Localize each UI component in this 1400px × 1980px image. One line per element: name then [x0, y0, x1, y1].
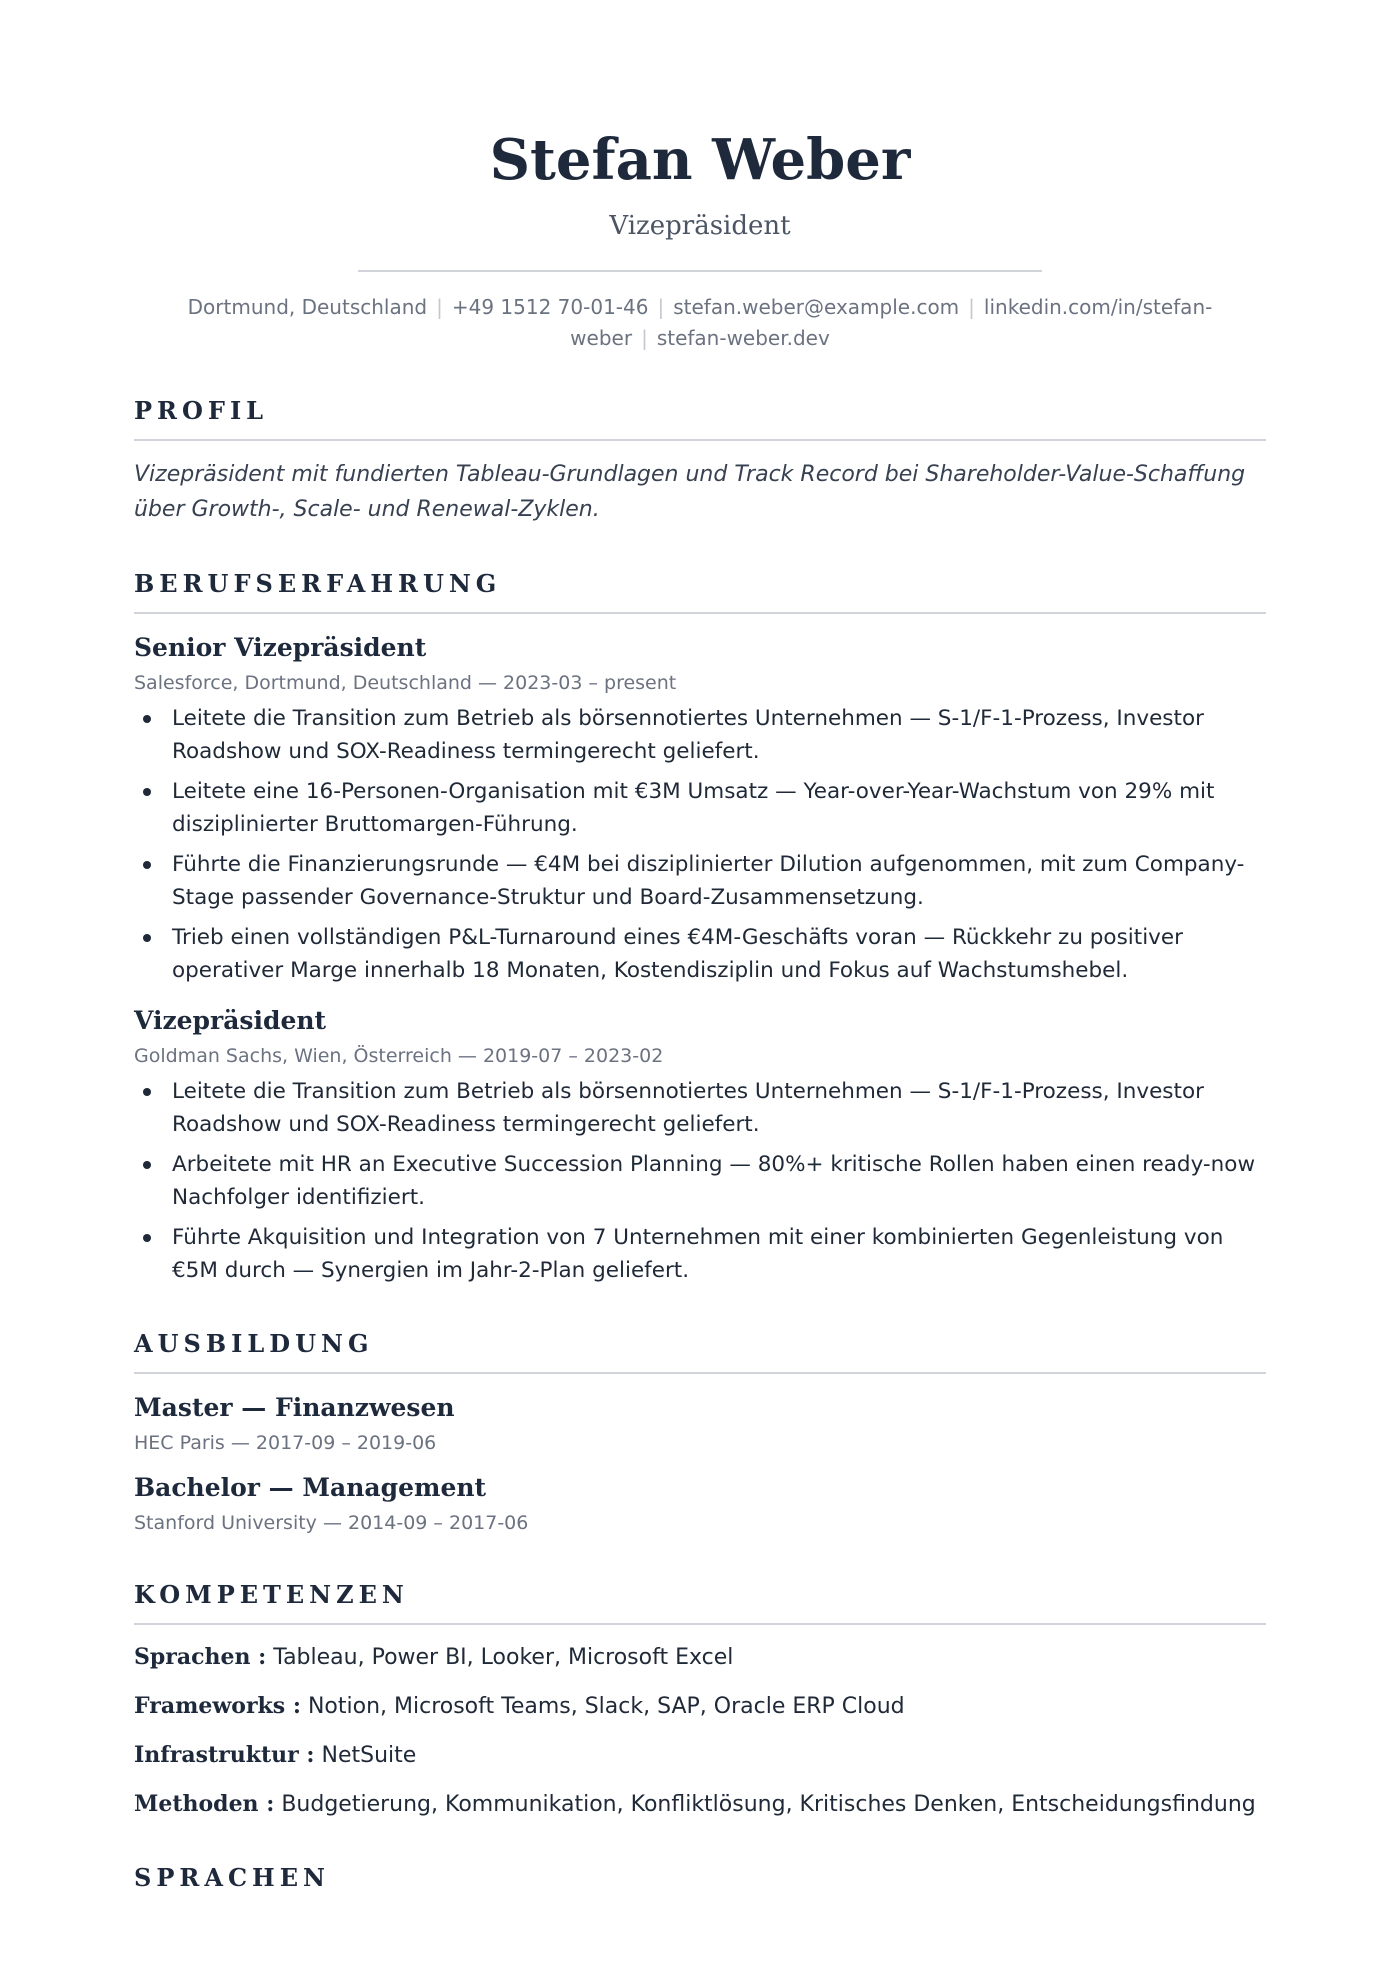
bullet-dot-icon — [143, 788, 151, 796]
job-bullet — [134, 921, 1266, 987]
job-entry — [134, 630, 1266, 987]
section-heading-profile: PROFIL — [134, 396, 269, 425]
section-heading-education: AUSBILDUNG — [134, 1329, 374, 1358]
job-bullet — [134, 1075, 1266, 1141]
job-meta: Salesforce, Dortmund, Deutschland — 2023-03 – present — [134, 672, 677, 694]
skill-value: NetSuite — [321, 1743, 417, 1768]
bullet-dot-icon — [143, 1088, 151, 1096]
job-meta: Goldman Sachs, Wien, Österreich — 2019-07 – 2023-02 — [134, 1045, 664, 1067]
section-heading-skills: KOMPETENZEN — [134, 1580, 409, 1609]
job-title: Vizepräsident — [134, 1006, 327, 1035]
contact-linkedin[interactable]: linkedin.com/in/stefan-weber — [570, 295, 1213, 350]
job-entry — [134, 1003, 1266, 1287]
skill-label: Frameworks : — [134, 1693, 301, 1719]
profile-summary: Vizepräsident mit fundierten Tableau-Grundlagen und Track Record bei Shareholder-Value-Schaffung über Growth-, Scale- und Renewal-Zyklen. — [134, 462, 1246, 522]
skill-label: Sprachen : — [134, 1644, 267, 1670]
candidate-name: Stefan Weber — [489, 127, 911, 193]
job-bullet-text: Leitete die Transition zum Betrieb als börsennotiertes Unternehmen — S-1/F-1-Prozess, Investor Roadshow und SOX-Readiness termingerecht geliefert. — [172, 1079, 1204, 1137]
section-divider — [134, 612, 1266, 614]
education-meta: HEC Paris — 2017-09 – 2019-06 — [134, 1432, 437, 1454]
job-bullets — [134, 702, 1266, 987]
bullet-dot-icon — [143, 934, 151, 942]
contact-location: Dortmund, Deutschland — [187, 295, 428, 319]
job-bullet-text: Leitete die Transition zum Betrieb als börsennotiertes Unternehmen — S-1/F-1-Prozess, Investor Roadshow und SOX-Readiness termingerecht geliefert. — [172, 706, 1204, 764]
job-bullet — [134, 1221, 1266, 1287]
job-title: Senior Vizepräsident — [134, 633, 427, 662]
contact-separator: | — [657, 295, 665, 319]
header-divider — [358, 270, 1042, 272]
skill-value: Tableau, Power BI, Looker, Microsoft Excel — [273, 1645, 734, 1670]
skills-section — [134, 1578, 1266, 1821]
bullet-dot-icon — [143, 861, 151, 869]
skill-value: Notion, Microsoft Teams, Slack, SAP, Oracle ERP Cloud — [307, 1694, 905, 1719]
education-entry — [134, 1470, 1266, 1538]
education-degree: Bachelor — Management — [134, 1473, 487, 1502]
job-bullet-text: Arbeitete mit HR an Executive Succession Planning — 80%+ kritische Rollen haben einen ready-now Nachfolger identifiziert. — [172, 1152, 1256, 1210]
job-bullet-text: Leitete eine 16-Personen-Organisation mit €3M Umsatz — Year-over-Year-Wachstum von 29% mit disziplinierter Bruttomargen-Führung. — [172, 779, 1215, 837]
section-divider — [134, 1372, 1266, 1374]
contact-website[interactable]: stefan-weber.dev — [656, 326, 830, 350]
job-bullet — [134, 702, 1266, 768]
skill-value: Budgetierung, Kommunikation, Konfliktlösung, Kritisches Denken, Entscheidungsfindung — [281, 1792, 1256, 1817]
resume-header — [134, 124, 1266, 354]
experience-section — [134, 567, 1266, 1287]
languages-section — [134, 1861, 1266, 1895]
bullet-dot-icon — [143, 1234, 151, 1242]
bullet-dot-icon — [143, 1161, 151, 1169]
contact-separator: | — [436, 295, 443, 319]
education-meta: Stanford University — 2014-09 – 2017-06 — [134, 1512, 529, 1534]
job-bullet-text: Trieb einen vollständigen P&L-Turnaround eines €4M-Geschäfts voran — Rückkehr zu positiver operativer Marge innerhalb 18 Monaten, Kostendisziplin und Fokus auf Wachstumshebel. — [172, 925, 1183, 983]
skill-label: Infrastruktur : — [134, 1742, 315, 1768]
education-degree: Master — Finanzwesen — [134, 1393, 455, 1422]
job-bullet — [134, 775, 1266, 841]
skill-row — [134, 1739, 1266, 1772]
section-heading-experience: BERUFSERFAHRUNG — [134, 569, 502, 598]
section-divider — [134, 1623, 1266, 1625]
profile-section — [134, 394, 1266, 527]
skill-label: Methoden : — [134, 1791, 275, 1817]
contact-separator: | — [641, 326, 648, 350]
job-bullet — [134, 1148, 1266, 1214]
education-section — [134, 1327, 1266, 1538]
contact-email[interactable]: stefan.weber@example.com — [673, 295, 960, 319]
job-bullets — [134, 1075, 1266, 1287]
skill-row — [134, 1788, 1266, 1821]
section-heading-languages: SPRACHEN — [134, 1863, 330, 1892]
job-bullet — [134, 848, 1266, 914]
contact-separator: | — [968, 295, 975, 319]
candidate-title: Vizepräsident — [609, 211, 791, 241]
education-entry — [134, 1390, 1266, 1458]
contact-phone[interactable]: +49 1512 70-01-46 — [451, 295, 649, 319]
skill-row — [134, 1641, 1266, 1674]
contact-line — [145, 292, 1255, 354]
bullet-dot-icon — [143, 715, 151, 723]
job-bullet-text: Führte Akquisition und Integration von 7 Unternehmen mit einer kombinierten Gegenleistung von €5M durch — Synergien im Jahr-2-Plan geliefert. — [172, 1225, 1224, 1283]
job-bullet-text: Führte die Finanzierungsrunde — €4M bei disziplinierter Dilution aufgenommen, mit zum Company-Stage passender Governance-Struktur und Board-Zusammensetzung. — [172, 852, 1245, 910]
skill-row — [134, 1690, 1266, 1723]
section-divider — [134, 439, 1266, 441]
